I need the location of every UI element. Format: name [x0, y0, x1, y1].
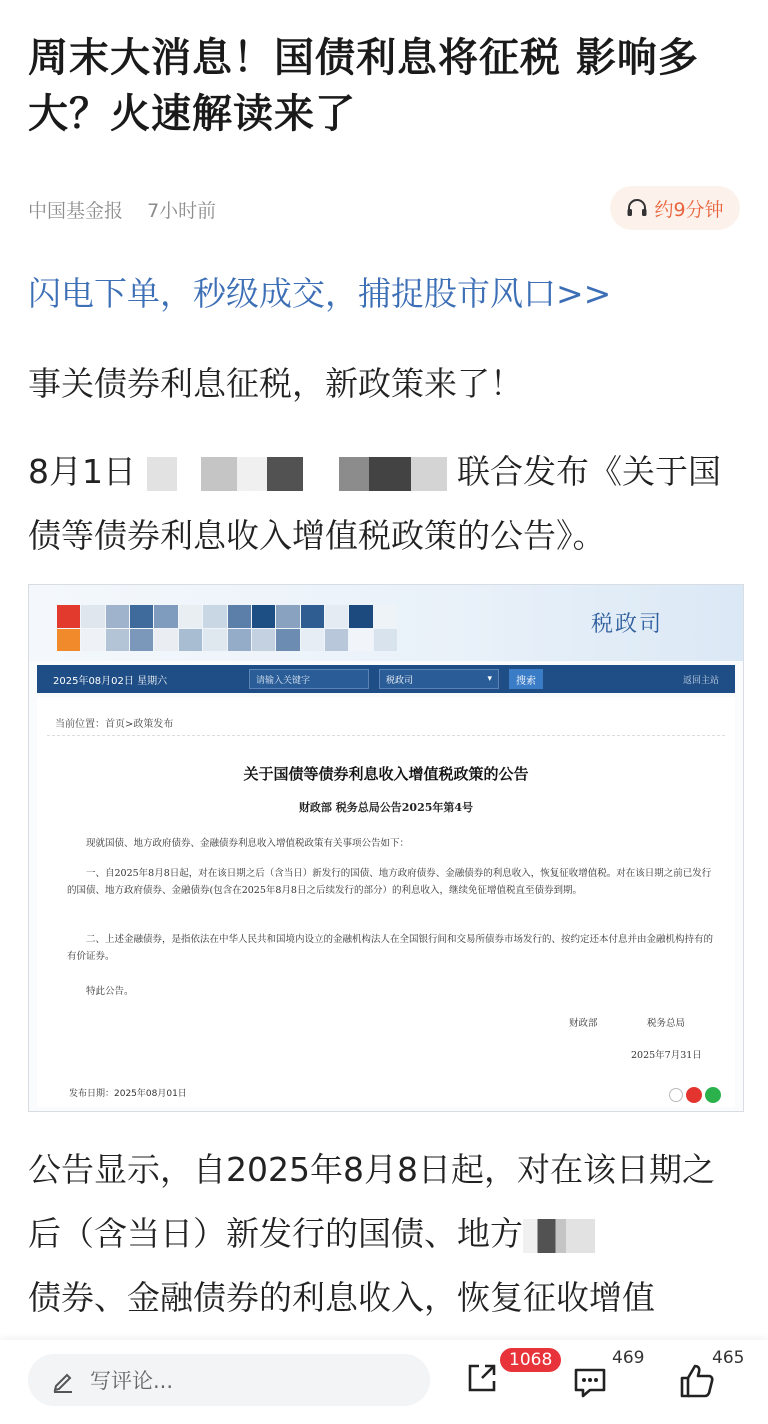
nav-select — [379, 669, 499, 689]
document-title: 关于国债等债券利息收入增值税政策的公告 — [243, 765, 529, 783]
comment-button[interactable] — [572, 1364, 608, 1404]
nav-select-value: 税政司 — [386, 675, 414, 686]
thumbs-up-icon — [678, 1362, 716, 1400]
listen-button[interactable] — [610, 186, 740, 230]
paragraph-1-end: 联合发布《关于国债等债券利息收入增值税政策的公告》。 — [28, 452, 721, 555]
listen-duration: 约9分钟 — [654, 198, 724, 221]
article-title: 周末大消息！国债利息将征税 影响多大？火速解读来了 — [28, 35, 699, 137]
nav-home-link: 返回主站 — [682, 675, 719, 686]
article-paragraph-1 — [28, 440, 744, 568]
article-source[interactable]: 中国基金报 — [28, 200, 124, 222]
weibo-icon — [686, 1087, 702, 1103]
paragraph-2-text: 公告显示，自2025年8月8日起，对在该日期之后（含当日）新发行的国债、地方 — [28, 1150, 715, 1253]
nav-date: 2025年08月02日 星期六 — [53, 675, 168, 687]
blurred-logo — [57, 605, 397, 651]
site-name: 税政司 — [590, 612, 663, 637]
signature-ministry: 财政部 — [569, 1018, 598, 1029]
article-paragraph-2 — [28, 1138, 744, 1266]
signature-date: 2025年7月31日 — [631, 1050, 702, 1061]
like-button[interactable] — [678, 1362, 716, 1404]
signature-tax-bureau: 税务总局 — [647, 1018, 686, 1029]
nav-search-input: 请输入关键字 — [249, 669, 369, 689]
article-paragraph-2b: 债券、金融债券的利息收入，恢复征收增值 — [28, 1278, 655, 1317]
comment-placeholder: 写评论... — [90, 1369, 174, 1393]
nav-search-button: 搜索 — [509, 669, 543, 689]
comment-icon — [572, 1364, 608, 1400]
redacted-block — [523, 1219, 595, 1253]
share-icons — [669, 1087, 721, 1103]
bottom-action-bar — [0, 1340, 768, 1424]
share-button[interactable] — [464, 1360, 500, 1400]
comment-input[interactable] — [28, 1354, 430, 1406]
breadcrumb: 当前位置：首页>政策发布 — [55, 719, 174, 730]
share-count-badge: 1068 — [500, 1348, 561, 1372]
paragraph-1-start: 8月1日 — [28, 452, 136, 491]
document-number: 财政部 税务总局公告2025年第4号 — [298, 801, 474, 814]
redacted-block — [147, 457, 447, 491]
wechat-icon — [705, 1087, 721, 1103]
screenshot-header — [29, 585, 743, 661]
like-count: 465 — [712, 1348, 745, 1368]
headphones-icon — [626, 198, 648, 218]
document-paragraph-3: 特此公告。 — [86, 986, 134, 997]
pen-icon — [50, 1367, 76, 1393]
announcement-document — [37, 697, 735, 1107]
promo-link[interactable]: 闪电下单，秒级成交，捕捉股市风口>> — [28, 274, 612, 313]
article-time: 7小时前 — [147, 200, 217, 222]
article-intro: 事关债券利息征税，新政策来了！ — [28, 364, 523, 403]
comment-count: 469 — [612, 1348, 645, 1368]
divider — [47, 735, 725, 736]
share-icon — [464, 1360, 500, 1396]
publish-date: 发布日期：2025年08月01日 — [69, 1089, 187, 1099]
document-paragraph-2: 二、上述金融债券，是指依法在中华人民共和国境内设立的金融机构法人在全国银行间和交易所债券市场发行的、按约定还本付息并由金融机构持有的有价证券。 — [67, 934, 714, 962]
share-icon — [669, 1088, 683, 1102]
announcement-screenshot — [28, 584, 744, 1112]
document-paragraph-1: 一、自2025年8月8日起，对在该日期之后（含当日）新发行的国债、地方政府债券、金融债券的利息收入，恢复征收增值税。对在该日期之前已发行的国债、地方政府债券、金融债券(包含在2025年8月8日之后续发行的部分）的利息收入，继续免征增值税直至债券到期。 — [67, 868, 712, 896]
document-paragraph-0: 现就国债、地方政府债券、金融债券利息收入增值税政策有关事项公告如下： — [86, 838, 410, 849]
article-meta — [28, 196, 234, 223]
caret-down-icon: ▾ — [487, 674, 492, 684]
screenshot-navbar — [37, 665, 735, 693]
